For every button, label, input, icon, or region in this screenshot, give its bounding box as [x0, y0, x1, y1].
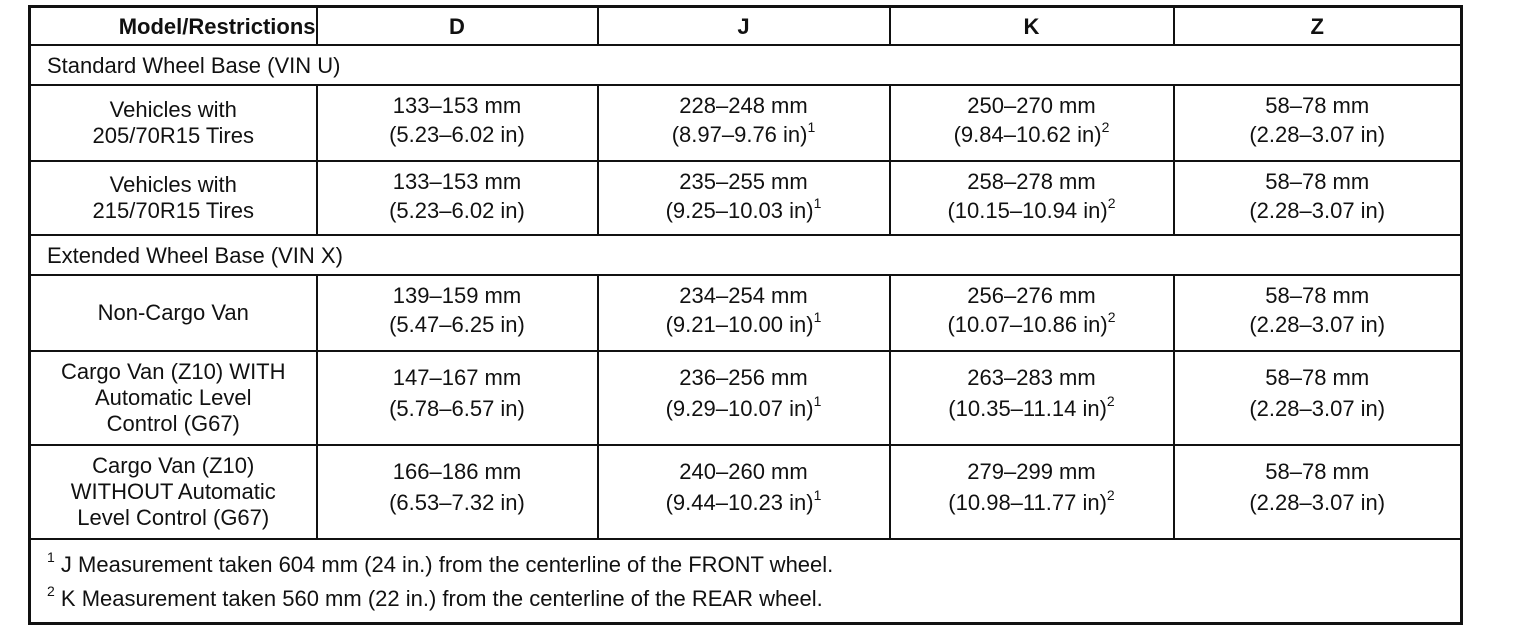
- model-cell: [30, 161, 317, 235]
- value-cell-d: [317, 275, 598, 351]
- footnote-ref: 1: [813, 308, 822, 325]
- value-inch: [599, 308, 889, 340]
- header-col-d: D: [317, 7, 598, 46]
- table-row: [30, 275, 1462, 351]
- value-cell-z: [1174, 445, 1462, 539]
- value-mm: 147–167 mm: [392, 365, 522, 390]
- value-cell-z: [1174, 275, 1462, 351]
- value-inch-text: (2.28–3.07 in): [1249, 198, 1386, 223]
- model-cell: [30, 85, 317, 161]
- value-cell-d: [317, 351, 598, 445]
- value-mm: 234–254 mm: [679, 283, 808, 308]
- value-mm: 58–78 mm: [1265, 169, 1370, 194]
- value-inch: [318, 121, 597, 150]
- value-mm: 133–153 mm: [392, 169, 522, 194]
- value-inch-text: (5.78–6.57 in): [389, 396, 525, 421]
- table-row: [30, 445, 1462, 539]
- value-cell-k: [890, 445, 1174, 539]
- model-line: Vehicles with: [109, 172, 237, 197]
- model-line: WITHOUT Automatic: [70, 479, 276, 504]
- value-inch-text: (10.35–11.14 in): [948, 396, 1107, 421]
- value-inch: [891, 308, 1173, 340]
- value-mm: 250–270 mm: [967, 93, 1096, 118]
- value-inch-text: (2.28–3.07 in): [1249, 490, 1386, 515]
- value-inch: [599, 393, 889, 424]
- section-row-extended: [30, 235, 1462, 275]
- footnote-ref: 2: [1106, 486, 1115, 503]
- value-inch-text: (5.23–6.02 in): [389, 122, 525, 147]
- value-inch-text: (10.07–10.86 in): [947, 312, 1108, 337]
- value-cell-d: [317, 161, 598, 235]
- value-inch: [599, 118, 889, 150]
- value-inch: [891, 118, 1173, 150]
- footnote-text: J Measurement taken 604 mm (24 in.) from the centerline of the FRONT wheel.: [54, 552, 834, 577]
- value-inch-text: (9.84–10.62 in): [953, 122, 1102, 147]
- value-mm: 133–153 mm: [392, 93, 522, 118]
- section-title: Standard Wheel Base (VIN U): [30, 45, 1462, 85]
- value-mm: 58–78 mm: [1265, 365, 1370, 390]
- footnote-ref: 1: [807, 118, 816, 135]
- header-col-z: Z: [1174, 7, 1462, 46]
- section-title: Extended Wheel Base (VIN X): [30, 235, 1462, 275]
- footnote-ref: 2: [1101, 118, 1110, 135]
- value-mm: 236–256 mm: [679, 365, 808, 390]
- value-inch: [891, 487, 1173, 518]
- model-line: Vehicles with: [109, 97, 237, 122]
- table-row: [30, 161, 1462, 235]
- value-mm: 139–159 mm: [392, 283, 522, 308]
- footnote-2: [47, 582, 1444, 616]
- footnote-ref: 1: [813, 392, 822, 409]
- value-inch: [318, 487, 597, 518]
- value-cell-d: [317, 445, 598, 539]
- model-line: 215/70R15 Tires: [92, 198, 254, 223]
- value-cell-j: [598, 351, 890, 445]
- footnote-text: K Measurement taken 560 mm (22 in.) from the centerline of the REAR wheel.: [54, 586, 823, 611]
- value-mm: 166–186 mm: [392, 459, 522, 484]
- value-cell-k: [890, 85, 1174, 161]
- value-mm: 240–260 mm: [679, 459, 808, 484]
- value-inch: [1175, 393, 1461, 424]
- value-cell-j: [598, 275, 890, 351]
- value-inch-text: (2.28–3.07 in): [1249, 122, 1386, 147]
- table-row: [30, 85, 1462, 161]
- value-inch: [1175, 311, 1461, 340]
- footnote-ref: 2: [1107, 308, 1116, 325]
- model-cell: [30, 275, 317, 351]
- value-inch-text: (2.28–3.07 in): [1249, 396, 1386, 421]
- footnotes-row: [30, 539, 1462, 624]
- value-cell-z: [1174, 351, 1462, 445]
- value-mm: 279–299 mm: [967, 459, 1096, 484]
- value-inch-text: (9.25–10.03 in): [665, 198, 814, 223]
- header-row: [30, 7, 1462, 46]
- value-mm: 58–78 mm: [1265, 283, 1370, 308]
- value-inch: [318, 393, 597, 424]
- value-inch-text: (9.21–10.00 in): [665, 312, 814, 337]
- value-mm: 58–78 mm: [1265, 459, 1370, 484]
- footnote-ref: 1: [813, 486, 822, 503]
- footnote-mark: 2: [47, 582, 55, 599]
- value-mm: 235–255 mm: [679, 169, 808, 194]
- header-model: Model/Restrictions: [30, 7, 317, 46]
- value-inch-text: (5.23–6.02 in): [389, 198, 525, 223]
- value-cell-k: [890, 275, 1174, 351]
- value-cell-j: [598, 445, 890, 539]
- value-inch: [318, 197, 597, 226]
- header-col-j: J: [598, 7, 890, 46]
- value-cell-j: [598, 85, 890, 161]
- value-cell-j: [598, 161, 890, 235]
- model-line: Cargo Van (Z10) WITH: [60, 359, 286, 384]
- value-inch: [1175, 121, 1461, 150]
- value-cell-z: [1174, 85, 1462, 161]
- value-inch: [599, 194, 889, 226]
- value-inch-text: (10.98–11.77 in): [948, 490, 1107, 515]
- value-mm: 58–78 mm: [1265, 93, 1370, 118]
- table-row: [30, 351, 1462, 445]
- model-line: Level Control (G67): [77, 505, 270, 530]
- section-row-standard: [30, 45, 1462, 85]
- model-line: Control (G67): [106, 411, 240, 436]
- value-mm: 256–276 mm: [967, 283, 1096, 308]
- value-inch-text: (9.44–10.23 in): [665, 490, 814, 515]
- value-cell-z: [1174, 161, 1462, 235]
- model-line: Cargo Van (Z10): [92, 453, 255, 478]
- value-mm: 258–278 mm: [967, 169, 1096, 194]
- value-inch: [599, 487, 889, 518]
- value-inch: [891, 393, 1173, 424]
- value-cell-k: [890, 351, 1174, 445]
- value-inch-text: (6.53–7.32 in): [389, 490, 525, 515]
- footnotes-cell: [30, 539, 1462, 624]
- value-cell-d: [317, 85, 598, 161]
- trim-height-spec-table: [28, 5, 1463, 625]
- value-inch: [318, 311, 597, 340]
- footnote-1: [47, 548, 1444, 582]
- value-inch-text: (9.29–10.07 in): [665, 396, 814, 421]
- model-cell: [30, 445, 317, 539]
- value-inch-text: (2.28–3.07 in): [1249, 312, 1386, 337]
- value-mm: 263–283 mm: [967, 365, 1096, 390]
- footnote-ref: 2: [1107, 194, 1116, 211]
- model-line: 205/70R15 Tires: [92, 123, 254, 148]
- value-inch: [891, 194, 1173, 226]
- value-inch-text: (5.47–6.25 in): [389, 312, 525, 337]
- header-col-k: K: [890, 7, 1174, 46]
- footnote-ref: 1: [813, 194, 822, 211]
- value-inch: [1175, 487, 1461, 518]
- footnote-mark: 1: [47, 548, 55, 565]
- model-cell: [30, 351, 317, 445]
- value-inch-text: (10.15–10.94 in): [947, 198, 1108, 223]
- model-line: Automatic Level: [94, 385, 252, 410]
- footnote-ref: 2: [1106, 392, 1115, 409]
- value-cell-k: [890, 161, 1174, 235]
- value-inch-text: (8.97–9.76 in): [671, 122, 808, 147]
- value-inch: [1175, 197, 1461, 226]
- value-mm: 228–248 mm: [679, 93, 808, 118]
- model-line: Non-Cargo Van: [97, 300, 249, 325]
